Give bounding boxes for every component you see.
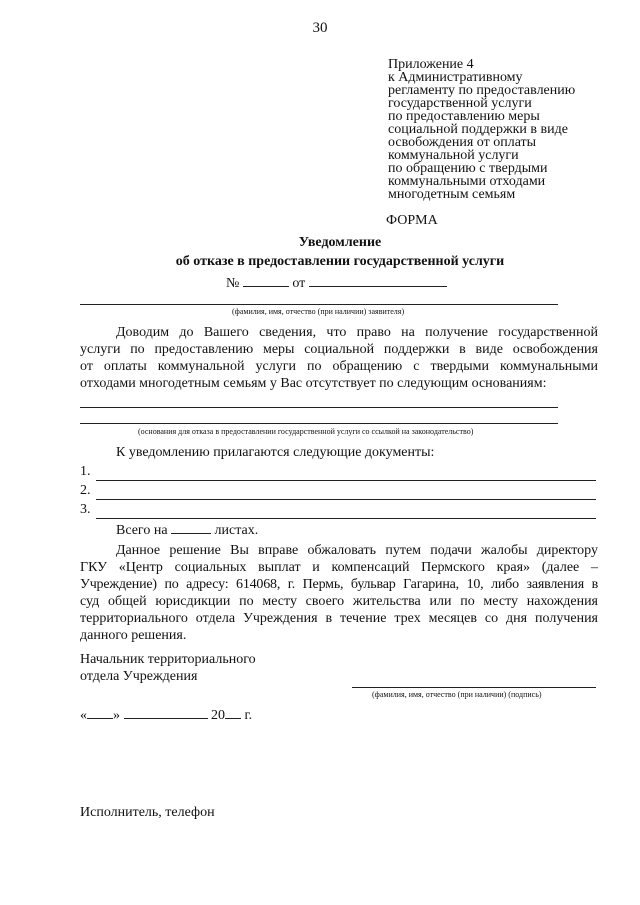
form-label: ФОРМА (386, 213, 438, 228)
applicant-caption: (фамилия, имя, отчество (при наличии) заявителя) (232, 307, 405, 316)
appendix-line: освобождения от оплаты (388, 135, 537, 150)
month-blank[interactable] (124, 706, 208, 719)
executor-label: Исполнитель, телефон (80, 805, 215, 820)
doc-item-line[interactable] (96, 499, 596, 500)
signer-department: отдела Учреждения (80, 669, 198, 684)
year-blank[interactable] (225, 706, 241, 719)
appeal-line: суд общей юрисдикции по месту своего жительства или по месту нахождения (80, 594, 598, 609)
document-title: Уведомление (298, 235, 382, 250)
grounds-line[interactable] (80, 423, 558, 424)
notice-line: отходами многодетным семьям у Вас отсутствует по следующим основаниям: (80, 376, 547, 391)
notice-line: Доводим до Вашего сведения, что право на получение государственной (116, 325, 598, 340)
doc-item-line[interactable] (96, 480, 596, 481)
total-blank[interactable] (171, 521, 211, 534)
from-label: от (292, 276, 306, 291)
appendix-block (388, 58, 618, 201)
date-open-quote: « (80, 708, 87, 723)
attached-label: К уведомлению прилагаются следующие документы: (116, 445, 435, 460)
appendix-line: Приложение 4 (388, 57, 474, 72)
total-suffix: листах. (214, 523, 259, 538)
appendix-line: по обращению с твердыми (388, 161, 548, 176)
appeal-line: территориального отдела Учреждения в течение трех месяцев со дня получения (80, 611, 598, 626)
signer-title: Начальник территориального (80, 652, 256, 667)
appendix-line: коммунальной услуги (388, 148, 519, 163)
appendix-line: многодетным семьям (388, 187, 516, 202)
number-date-line (226, 274, 447, 292)
applicant-line[interactable] (80, 304, 558, 305)
date-close-quote: » (113, 708, 120, 723)
appeal-line: данного решения. (80, 628, 187, 643)
notice-line: услуги по предоставлению меры социальной поддержки в виде освобождения (80, 342, 598, 357)
appeal-line: Учреждение) по адресу: 614068, г. Пермь, бульвар Гагарина, 10, либо заявления в (80, 577, 598, 592)
appendix-line: по предоставлению меры (388, 109, 540, 124)
signature-line[interactable] (352, 687, 596, 688)
grounds-caption: (основания для отказа в предоставлении государственной услуги со ссылкой на законодательство) (138, 427, 474, 436)
notice-paragraph (80, 324, 598, 392)
total-pages (116, 521, 258, 539)
appendix-line: коммунальными отходами (388, 174, 546, 189)
page-number: 30 (312, 20, 328, 36)
grounds-line[interactable] (80, 407, 558, 408)
day-blank[interactable] (87, 706, 113, 719)
appendix-line: социальной поддержки в виде (388, 122, 568, 137)
appeal-paragraph (80, 542, 598, 644)
date-field (80, 706, 252, 724)
appeal-line: ГКУ «Центр социальных выплат и компенсаций Пермского края» (далее – (80, 560, 598, 575)
doc-item-number: 1. (80, 464, 91, 479)
doc-item-number: 3. (80, 502, 91, 517)
document-subtitle: об отказе в предоставлении государственной услуги (175, 254, 505, 269)
doc-item-number: 2. (80, 483, 91, 498)
number-blank[interactable] (243, 274, 289, 287)
appendix-line: к Административному (388, 70, 523, 85)
doc-item-line[interactable] (96, 518, 596, 519)
total-prefix: Всего на (116, 523, 168, 538)
year-prefix: 20 (211, 708, 225, 723)
notice-line: от оплаты коммунальной услуги по обращению с твердыми коммунальными (80, 359, 598, 374)
number-label: № (226, 276, 240, 291)
year-suffix: г. (244, 708, 253, 723)
date-blank[interactable] (309, 274, 447, 287)
appendix-line: государственной услуги (388, 96, 532, 111)
signer-caption: (фамилия, имя, отчество (при наличии) (подпись) (372, 690, 542, 699)
appendix-line: регламенту по предоставлению (388, 83, 576, 98)
appeal-line: Данное решение Вы вправе обжаловать путем подачи жалобы директору (116, 543, 598, 558)
